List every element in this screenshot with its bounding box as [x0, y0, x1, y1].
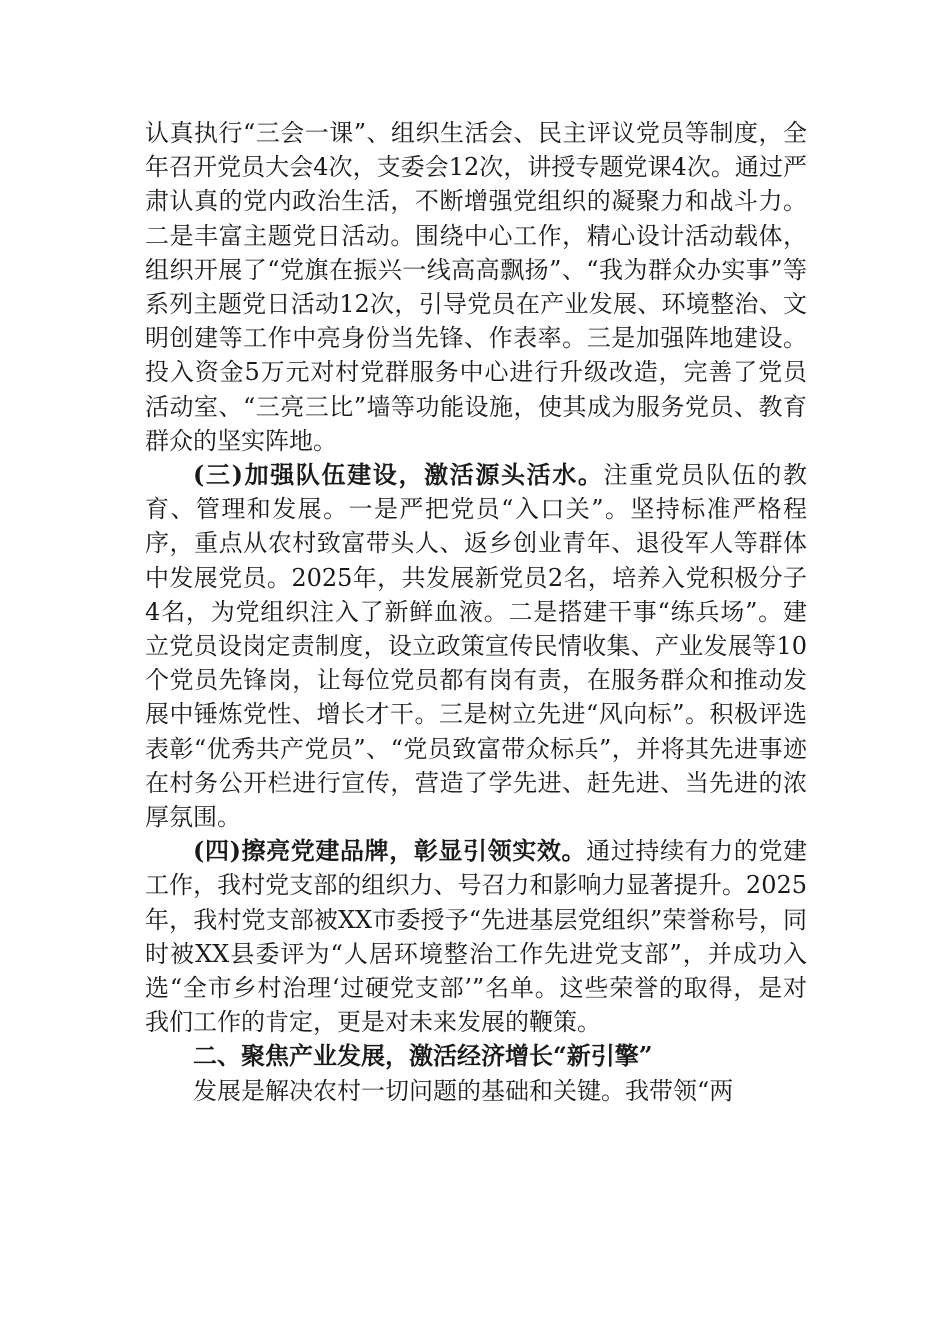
paragraph-lead: (三)加强队伍建设，激活源头活水。 [193, 460, 604, 490]
section-heading: 二、聚焦产业发展，激活经济增长“新引擎” [193, 1041, 653, 1071]
paragraph-text: 通过持续有力的党建工作，我村党支部的组织力、号召力和影响力显著提升。2025年，我村党支部被XX市委授予“先进基层党组织”荣誉称号，同时被XX县委评为“人居环境整治工作先进党支部”，并成功入选“全市乡村治理‘过硬党支部’”名单。这些荣誉的取得，是对我们工作的肯定，更是对未来发展的鞭策。 [145, 837, 807, 1037]
paragraph-industry-development: 发展是解决农村一切问题的基础和关键。我带领“两 [193, 1076, 734, 1105]
paragraph-party-brand [145, 834, 807, 1039]
paragraph-party-life [145, 116, 807, 458]
paragraph-lead: (四)擦亮党建品牌，彰显引领实效。 [193, 836, 587, 866]
paragraph-team-building [145, 458, 807, 834]
document-body [145, 116, 807, 1108]
paragraph-text: 注重党员队伍的教育、管理和发展。一是严把党员“入口关”。坚持标准严格程序，重点从农村致富带头人、返乡创业青年、退役军人等群体中发展党员。2025年，共发展新党员2名，培养入党积极分子4名，为党组织注入了新鲜血液。二是搭建干事“练兵场”。建立党员设岗定责制度，设立政策宣传民情收集、产业发展等10个党员先锋岗，让每位党员都有岗有责，在服务群众和推动发展中锤炼党性、增长才干。三是树立先进“风向标”。积极评选表彰“优秀共产党员”、“党员致富带众标兵”，并将其先进事迹在村务公开栏进行宣传，营造了学先进、赶先进、当先进的浓厚氛围。 [145, 461, 808, 832]
paragraph-text: 认真执行“三会一课”、组织生活会、民主评议党员等制度，全年召开党员大会4次，支委会12次，讲授专题党课4次。通过严肃认真的党内政治生活，不断增强党组织的凝聚力和战斗力。二是丰富主题党日活动。围绕中心工作，精心设计活动载体，组织开展了“党旗在振兴一线高高飘扬”、“我为群众办实事”等系列主题党日活动12次，引导党员在产业发展、环境整治、文明创建等工作中亮身份当先锋、作表率。三是加强阵地建设。投入资金5万元对村党群服务中心进行升级改造，完善了党员活动室、“三亮三比”墙等功能设施，使其成为服务党员、教育群众的坚实阵地。 [145, 119, 807, 455]
